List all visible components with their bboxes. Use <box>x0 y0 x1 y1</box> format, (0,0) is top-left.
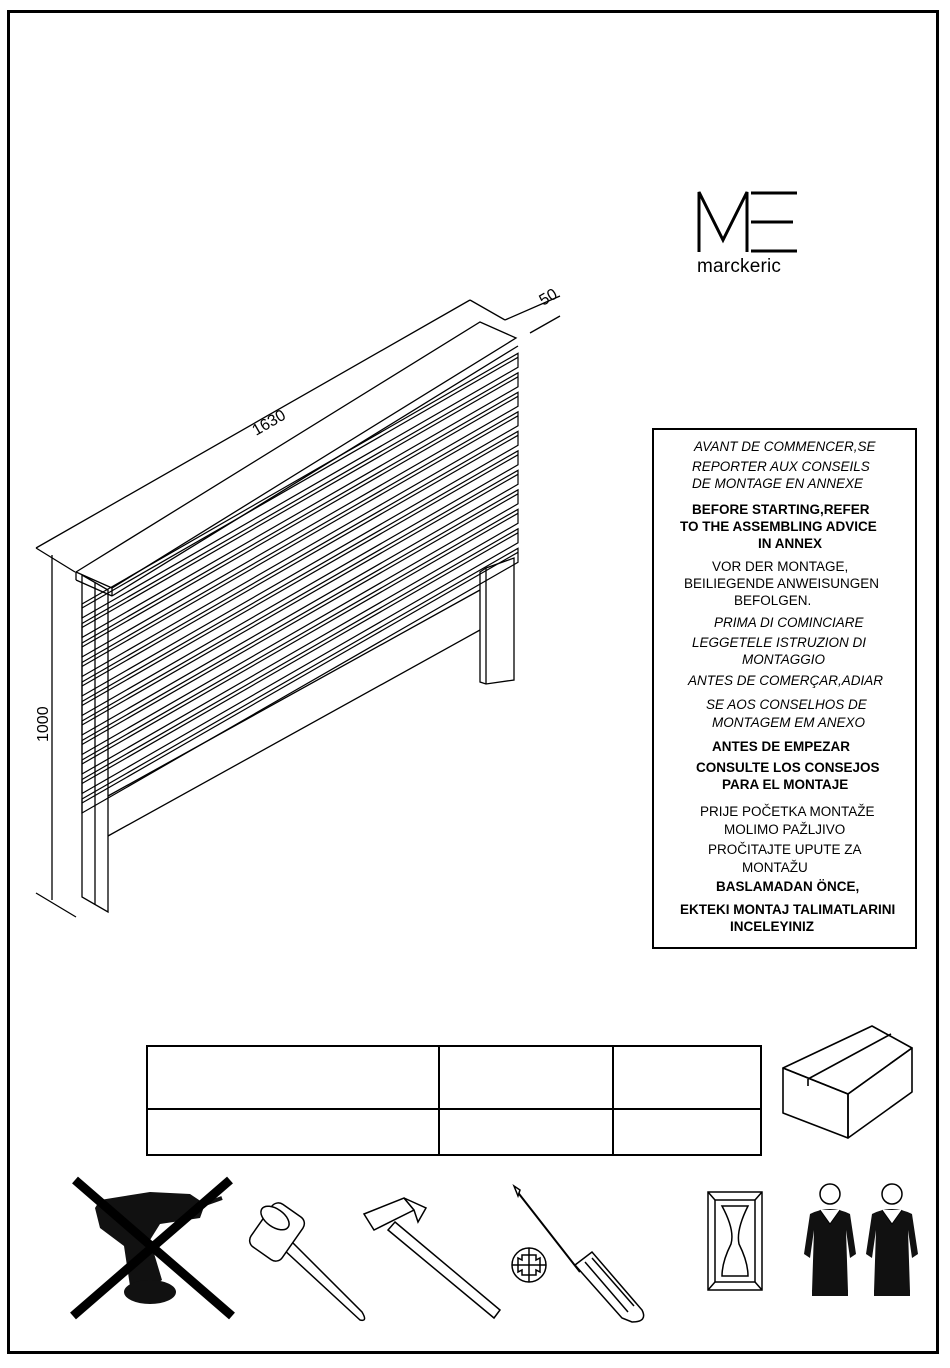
notice-line: AVANT DE COMMENCER,SE <box>694 439 876 454</box>
notice-line: DE MONTAGE EN ANNEXE <box>692 476 864 491</box>
notice-line: LEGGETELE ISTRUZION DI <box>692 635 867 650</box>
brand-name: marckeric <box>697 256 782 277</box>
dimension-height: 1000 <box>35 706 52 742</box>
notice-line: PROČITAJTE UPUTE ZA <box>708 842 862 857</box>
notice-line: VOR DER MONTAGE, <box>712 559 849 574</box>
notice-line: MONTAGEM EM ANEXO <box>712 715 866 730</box>
notice-line: EKTEKI MONTAJ TALIMATLARINI <box>680 902 896 917</box>
notice-line: CONSULTE LOS CONSEJOS <box>696 760 880 775</box>
notice-line: IN ANNEX <box>758 536 823 551</box>
notice-line: TO THE ASSEMBLING ADVICE <box>680 519 877 534</box>
no-power-drill-icon <box>73 1180 232 1316</box>
mallet-icon <box>247 1200 365 1321</box>
notice-line: MOLIMO PAŽLJIVO <box>724 822 846 837</box>
notice-line: PRIJE POČETKA MONTAŽE <box>700 804 875 819</box>
notice-line: BASLAMADAN ÖNCE, <box>716 879 860 894</box>
notice-line: PARA EL MONTAJE <box>722 777 849 792</box>
notice-line: SE AOS CONSELHOS DE <box>706 697 867 712</box>
notice-line: PRIMA DI COMINCIARE <box>714 615 864 630</box>
phillips-screwdriver-icon <box>512 1186 644 1322</box>
notice-line: MONTAGGIO <box>742 652 825 667</box>
dimension-width: 1630 <box>249 406 289 440</box>
notice-line: BEILIEGENDE ANWEISUNGEN <box>684 576 880 591</box>
notice-line: ANTES DE COMERÇAR,ADIAR <box>688 673 884 688</box>
notice-line: INCELEYINIZ <box>730 919 815 934</box>
notice-line: MONTAŽU <box>742 860 808 875</box>
notice-line: BEFOLGEN. <box>734 593 812 608</box>
notice-line: BEFORE STARTING,REFER <box>692 502 870 517</box>
dimension-depth: 50 <box>536 285 561 310</box>
notice-line: REPORTER AUX CONSEILS <box>692 459 870 474</box>
notice-line: ANTES DE EMPEZAR <box>712 739 851 754</box>
hammer-icon <box>364 1198 500 1318</box>
two-persons-icon <box>804 1184 918 1296</box>
hourglass-icon <box>708 1192 762 1290</box>
